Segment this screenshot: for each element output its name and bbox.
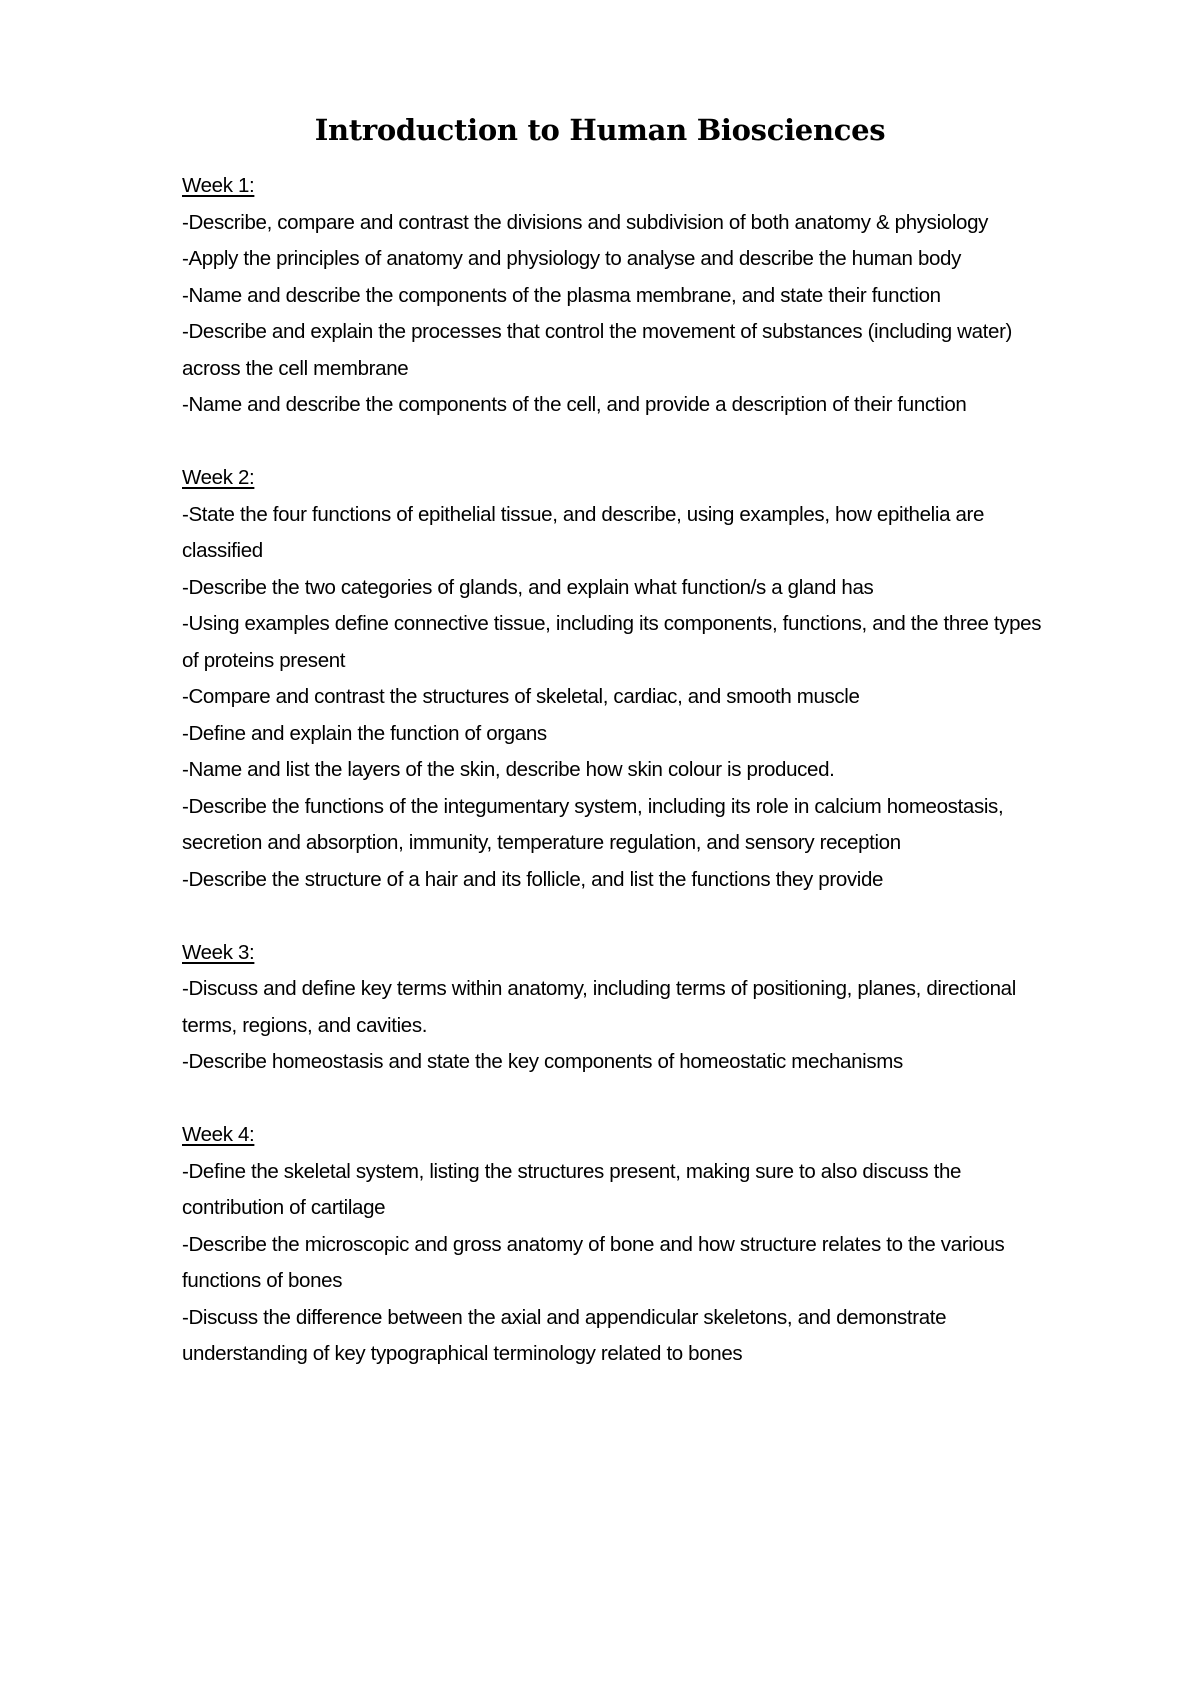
learning-objective: -Describe, compare and contrast the divisions and subdivision of both anatomy & physiology — [182, 210, 989, 234]
week-heading: Week 3: — [182, 940, 255, 964]
learning-objective: -Compare and contrast the structures of skeletal, cardiac, and smooth muscle — [182, 685, 860, 708]
document-title: Introduction to Human Biosciences — [314, 113, 886, 147]
learning-objective: -Discuss and define key terms within anatomy, including terms of positioning, planes, directional terms, regions, and cavities. — [182, 977, 1016, 1037]
learning-objective: -Discuss the difference between the axial and appendicular skeletons, and demonstrate understanding of key typographical terminology related to bones — [182, 1305, 947, 1365]
learning-objective: -Name and describe the components of the cell, and provide a description of their function — [182, 393, 967, 416]
learning-objective: -Describe and explain the processes that control the movement of substances (including water) across the cell membrane — [182, 320, 1013, 380]
learning-objective: -Describe the microscopic and gross anatomy of bone and how structure relates to the various functions of bones — [182, 1232, 1005, 1292]
learning-objective: -Describe homeostasis and state the key components of homeostatic mechanisms — [182, 1050, 903, 1073]
document-body — [182, 168, 1042, 1409]
learning-objective: -Describe the two categories of glands, and explain what function/s a gland has — [182, 575, 874, 599]
learning-objective: -Describe the structure of a hair and its follicle, and list the functions they provide — [182, 867, 884, 891]
learning-objective: -Name and describe the components of the plasma membrane, and state their function — [182, 283, 941, 307]
week-3-section — [182, 935, 1042, 1081]
learning-objective: -Apply the principles of anatomy and physiology to analyse and describe the human body — [182, 247, 962, 270]
week-heading: Week 4: — [182, 1123, 255, 1146]
week-1-section — [182, 168, 1042, 424]
learning-objective: -State the four functions of epithelial tissue, and describe, using examples, how epithelia are classified — [182, 502, 985, 562]
learning-objective: -Using examples define connective tissue, including its components, functions, and the three types of proteins present — [182, 612, 1042, 672]
learning-objective: -Define and explain the function of organs — [182, 721, 547, 745]
week-heading: Week 1: — [182, 174, 255, 197]
learning-objective: -Define the skeletal system, listing the structures present, making sure to also discuss the contribution of cartilage — [182, 1159, 962, 1219]
week-4-section — [182, 1117, 1042, 1373]
week-2-section — [182, 460, 1042, 898]
learning-objective: -Describe the functions of the integumentary system, including its role in calcium homeostasis, secretion and absorption, immunity, temperature regulation, and sensory reception — [182, 794, 1004, 854]
week-heading: Week 2: — [182, 466, 255, 489]
learning-objective: -Name and list the layers of the skin, describe how skin colour is produced. — [182, 758, 835, 781]
